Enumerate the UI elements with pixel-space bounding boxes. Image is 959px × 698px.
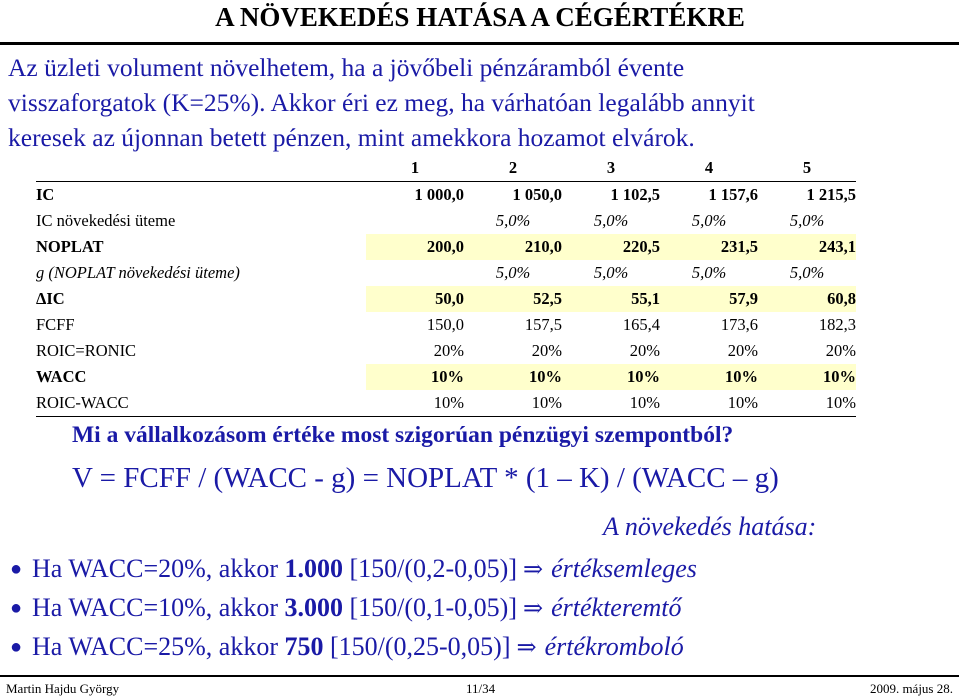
bullet-icon: ●: [10, 597, 23, 619]
footer-date: 2009. május 28.: [869, 681, 953, 696]
table-cell: 10%: [660, 390, 758, 417]
table-cell: 5,0%: [789, 211, 825, 230]
header-cell: 4: [704, 158, 714, 177]
intro-line: keresek az újonnan betett pénzen, mint amekkora hozamot elvárok.: [8, 123, 695, 152]
bullet-icon: ●: [10, 636, 23, 658]
list-item: [10, 550, 697, 589]
table-cell: 1 050,0: [464, 182, 562, 209]
table-row-ic-growth: [36, 208, 856, 234]
table-cell: [366, 260, 464, 286]
table-cell: 150,0: [426, 315, 464, 334]
row-label: FCFF: [36, 315, 75, 334]
table-cell: 20%: [629, 341, 660, 360]
row-label: ROIC=RONIC: [36, 341, 137, 360]
implies-arrow-icon: ⇒: [523, 596, 544, 622]
table-cell: 1 215,5: [758, 182, 856, 209]
table-row-delta-ic: [36, 286, 856, 312]
table-cell: 60,8: [758, 286, 856, 312]
table-cell: 200,0: [366, 234, 464, 260]
row-label: NOPLAT: [36, 237, 104, 256]
table-cell: 1 102,5: [562, 182, 660, 209]
row-label: WACC: [36, 367, 87, 386]
row-label: IC növekedési üteme: [36, 211, 176, 230]
table-row-g: [36, 260, 856, 286]
table-row-noplat: [36, 234, 856, 260]
implies-arrow-icon: ⇒: [523, 557, 544, 583]
valuation-formula: V = FCFF / (WACC - g) = NOPLAT * (1 – K) / (WACC – g): [72, 462, 779, 494]
implies-arrow-icon: ⇒: [516, 635, 537, 661]
scenario-calc: [150/(0,1-0,05)]: [342, 593, 517, 622]
footer-page-number: 11/34: [466, 681, 496, 696]
slide-footer: [0, 675, 959, 698]
table-cell: 5,0%: [495, 211, 531, 230]
scenario-result: értéksemleges: [551, 554, 697, 583]
header-cell: 1: [410, 158, 420, 177]
list-item: [10, 628, 697, 667]
header-cell: 2: [508, 158, 518, 177]
table-row-fcff: [36, 312, 856, 338]
table-cell: 1 000,0: [366, 182, 464, 209]
table-cell: 20%: [531, 341, 562, 360]
scenario-value: 3.000: [284, 593, 343, 622]
table-cell: 50,0: [366, 286, 464, 312]
table-cell: 10%: [758, 364, 856, 390]
table-cell: 20%: [433, 341, 464, 360]
table-cell: 243,1: [758, 234, 856, 260]
row-label: ROIC-WACC: [36, 390, 366, 417]
table-cell: 1 157,6: [660, 182, 758, 209]
table-cell: 10%: [366, 390, 464, 417]
scenario-text: Ha WACC=20%, akkor: [32, 554, 285, 583]
row-label: g (NOPLAT növekedési üteme): [36, 263, 240, 282]
row-label: IC: [36, 182, 366, 209]
table-cell: 5,0%: [495, 263, 531, 282]
table-cell: 20%: [825, 341, 856, 360]
table-cell: 220,5: [562, 234, 660, 260]
table-cell: 10%: [366, 364, 464, 390]
table-cell: 10%: [758, 390, 856, 417]
bullet-icon: ●: [10, 558, 23, 580]
title-divider: [0, 42, 959, 45]
scenario-list: [10, 550, 697, 667]
table-cell: 10%: [660, 364, 758, 390]
table-cell: 5,0%: [691, 211, 727, 230]
table-header-row: [36, 155, 856, 182]
table-cell: 173,6: [720, 315, 758, 334]
table-cell: 52,5: [464, 286, 562, 312]
table-cell: [366, 208, 464, 234]
scenario-text: Ha WACC=10%, akkor: [32, 593, 285, 622]
intro-line: Az üzleti volument növelhetem, ha a jövőbeli pénzáramból évente: [8, 53, 685, 82]
row-label: ΔIC: [36, 289, 65, 308]
table-cell: 5,0%: [691, 263, 727, 282]
scenario-calc: [150/(0,2-0,05)]: [342, 554, 517, 583]
scenario-result: értékromboló: [544, 632, 684, 661]
table-cell: 10%: [562, 364, 660, 390]
header-cell: [36, 155, 366, 182]
table-cell: 10%: [562, 390, 660, 417]
table-cell: 5,0%: [593, 263, 629, 282]
table-cell: 231,5: [660, 234, 758, 260]
table-row-roic: [36, 338, 856, 364]
growth-effect-note: A növekedés hatása:: [603, 512, 817, 541]
scenario-value: 750: [284, 632, 324, 661]
table-cell: 5,0%: [789, 263, 825, 282]
table-cell: 210,0: [464, 234, 562, 260]
table-cell: 5,0%: [593, 211, 629, 230]
table-cell: 10%: [464, 364, 562, 390]
header-cell: 3: [606, 158, 616, 177]
valuation-table: [36, 155, 856, 417]
slide-title: A NÖVEKEDÉS HATÁSA A CÉGÉRTÉKRE: [215, 2, 745, 32]
table-cell: 182,3: [818, 315, 856, 334]
table-cell: 57,9: [660, 286, 758, 312]
intro-text: [8, 50, 953, 155]
intro-line: visszaforgatok (K=25%). Akkor éri ez meg, ha várhatóan legalább annyit: [8, 88, 755, 117]
scenario-text: Ha WACC=25%, akkor: [32, 632, 285, 661]
valuation-question: Mi a vállalkozásom értéke most szigorúan pénzügyi szempontból?: [72, 422, 734, 448]
header-cell: 5: [802, 158, 812, 177]
table-cell: 157,5: [524, 315, 562, 334]
scenario-value: 1.000: [284, 554, 343, 583]
scenario-result: értékteremtő: [551, 593, 682, 622]
table-row-ic: [36, 182, 856, 209]
table-cell: 165,4: [622, 315, 660, 334]
table-cell: 55,1: [562, 286, 660, 312]
table-cell: 20%: [727, 341, 758, 360]
scenario-calc: [150/(0,25-0,05)]: [323, 632, 511, 661]
table-row-wacc: [36, 364, 856, 390]
table-cell: 10%: [464, 390, 562, 417]
table-row-roic-wacc: [36, 390, 856, 417]
footer-author: Martin Hajdu György: [6, 681, 120, 696]
list-item: [10, 589, 697, 628]
